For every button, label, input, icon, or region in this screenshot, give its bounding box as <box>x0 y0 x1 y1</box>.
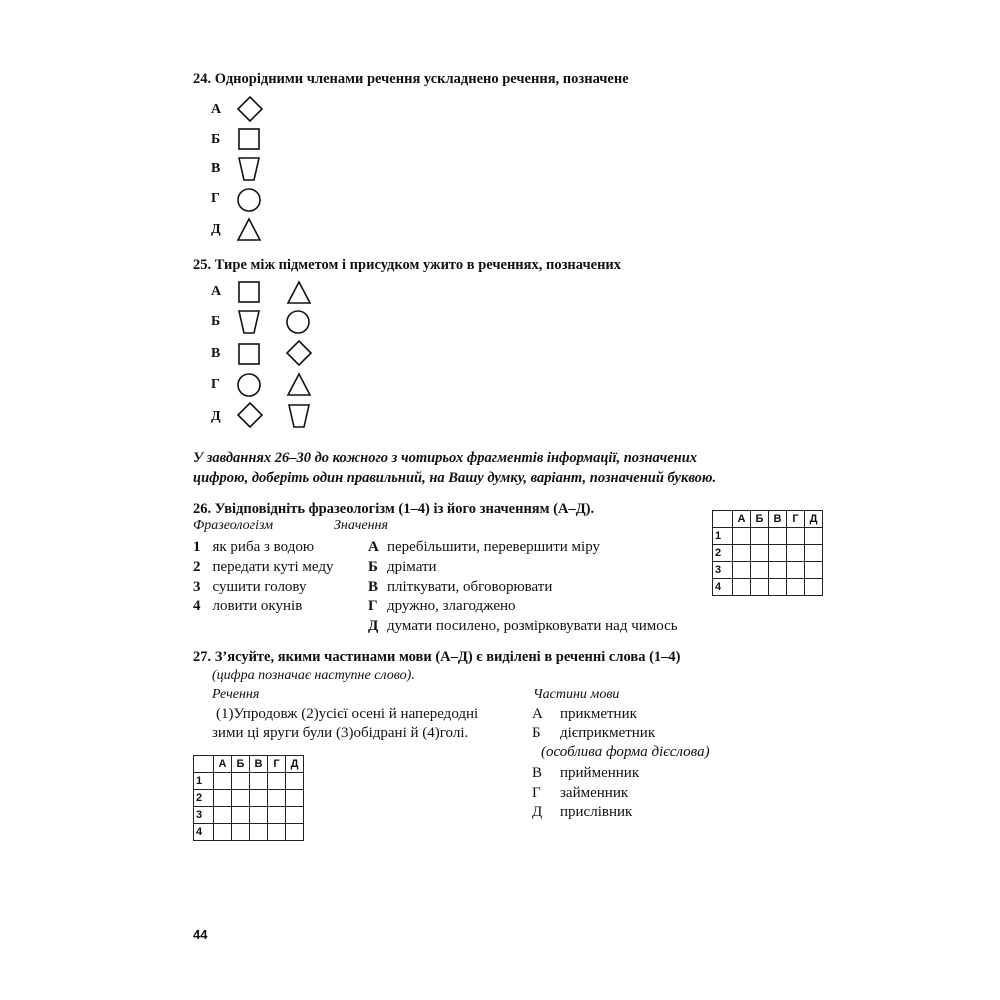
answer-cell[interactable] <box>214 807 232 824</box>
grid-col-header: Б <box>232 756 250 773</box>
trapezoid-icon[interactable] <box>238 310 260 334</box>
q24-option-letter-v: В <box>211 161 221 176</box>
answer-cell[interactable] <box>250 824 268 841</box>
grid-col-header: Д <box>805 511 823 528</box>
instruction-line-1: У завданнях 26–30 до кожного з чотирьох фрагментів інформації, позначених <box>193 450 698 466</box>
grid-col-header: Д <box>286 756 304 773</box>
q24-option-letter-d: Д <box>211 222 221 237</box>
grid-row-header: 4 <box>194 824 214 841</box>
answer-cell[interactable] <box>232 790 250 807</box>
grid-col-header: Г <box>268 756 286 773</box>
answer-cell[interactable] <box>769 528 787 545</box>
part-of-speech-item: В прийменник <box>532 765 640 781</box>
answer-cell[interactable] <box>214 790 232 807</box>
answer-cell[interactable] <box>733 579 751 596</box>
answer-cell[interactable] <box>805 545 823 562</box>
square-icon[interactable] <box>238 343 260 365</box>
question-26-title: 26. Увідповідніть фразеологізм (1–4) із його значенням (А–Д). <box>193 501 595 517</box>
trapezoid-icon[interactable] <box>238 157 260 181</box>
part-of-speech-note: (особлива форма дієслова) <box>541 744 710 760</box>
answer-grid-27 <box>193 755 304 841</box>
parts-of-speech-header: Частини мови <box>533 687 620 702</box>
answer-cell[interactable] <box>232 807 250 824</box>
answer-cell[interactable] <box>214 824 232 841</box>
answer-cell[interactable] <box>250 807 268 824</box>
phrase-item: 4 ловити окунів <box>193 598 303 614</box>
answer-cell[interactable] <box>751 528 769 545</box>
grid-row-header: 4 <box>713 579 733 596</box>
part-of-speech-item: Б дієприкметник <box>532 725 656 741</box>
answer-cell[interactable] <box>787 579 805 596</box>
page-number: 44 <box>193 927 208 942</box>
answer-cell[interactable] <box>787 562 805 579</box>
q25-option-letter-b: Б <box>211 314 221 329</box>
answer-cell[interactable] <box>805 579 823 596</box>
grid-row-header: 3 <box>713 562 733 579</box>
sentence-line-1: (1)Упродовж (2)усієї осені й напередодні <box>216 706 479 722</box>
triangle-icon[interactable] <box>287 373 311 396</box>
answer-grid-26 <box>712 510 823 596</box>
triangle-icon[interactable] <box>237 218 261 241</box>
grid-col-header: В <box>250 756 268 773</box>
phrase-item: 2 передати куті меду <box>193 559 334 575</box>
answer-cell[interactable] <box>769 545 787 562</box>
meaning-item: В пліткувати, обговорювати <box>368 579 553 595</box>
answer-cell[interactable] <box>268 773 286 790</box>
q24-option-letter-b: Б <box>211 132 221 147</box>
circle-icon[interactable] <box>237 373 261 397</box>
answer-cell[interactable] <box>250 773 268 790</box>
diamond-icon[interactable] <box>237 402 263 428</box>
meaning-item: Б дрімати <box>368 559 437 575</box>
grid-row-header: 1 <box>194 773 214 790</box>
answer-cell[interactable] <box>751 562 769 579</box>
square-icon[interactable] <box>238 281 260 303</box>
grid-col-header: А <box>733 511 751 528</box>
grid-corner <box>194 756 214 773</box>
square-icon[interactable] <box>238 128 260 150</box>
answer-cell[interactable] <box>787 528 805 545</box>
answer-cell[interactable] <box>232 773 250 790</box>
meaning-column-header: Значення <box>334 518 388 533</box>
grid-col-header: В <box>769 511 787 528</box>
answer-cell[interactable] <box>286 790 304 807</box>
answer-cell[interactable] <box>214 773 232 790</box>
answer-cell[interactable] <box>751 545 769 562</box>
answer-cell[interactable] <box>751 579 769 596</box>
phrase-item: 1 як риба з водою <box>193 539 315 555</box>
triangle-icon[interactable] <box>287 281 311 304</box>
answer-cell[interactable] <box>733 545 751 562</box>
answer-cell[interactable] <box>286 824 304 841</box>
answer-cell[interactable] <box>805 562 823 579</box>
grid-row-header: 2 <box>713 545 733 562</box>
part-of-speech-item: А прикметник <box>532 706 637 722</box>
question-27-title: 27. З’ясуйте, якими частинами мови (А–Д) є виділені в реченні слова (1–4) <box>193 649 681 665</box>
phraseology-column-header: Фразеологізм <box>193 518 274 533</box>
answer-cell[interactable] <box>268 807 286 824</box>
grid-col-header: А <box>214 756 232 773</box>
meaning-item: А перебільшити, перевершити міру <box>368 539 600 555</box>
grid-corner <box>713 511 733 528</box>
q25-option-letter-d: Д <box>211 409 221 424</box>
question-24-title: 24. Однорідними членами речення ускладнено речення, позначене <box>193 71 629 87</box>
answer-cell[interactable] <box>805 528 823 545</box>
instruction-line-2: цифрою, доберіть один правильний, на Вашу думку, варіант, позначений буквою. <box>193 470 717 486</box>
answer-cell[interactable] <box>733 562 751 579</box>
part-of-speech-item: Г займенник <box>532 785 629 801</box>
answer-cell[interactable] <box>733 528 751 545</box>
grid-row-header: 2 <box>194 790 214 807</box>
circle-icon[interactable] <box>286 310 310 334</box>
answer-cell[interactable] <box>232 824 250 841</box>
phrase-item: 3 сушити голову <box>193 579 307 595</box>
meaning-item: Г дружно, злагоджено <box>368 598 516 614</box>
answer-cell[interactable] <box>286 773 304 790</box>
q24-option-letter-h: Г <box>211 191 220 206</box>
answer-cell[interactable] <box>769 562 787 579</box>
grid-row-header: 3 <box>194 807 214 824</box>
grid-col-header: Б <box>751 511 769 528</box>
sentence-line-2: зими ці яруги були (3)обідрані й (4)голі. <box>212 725 469 741</box>
question-25-title: 25. Тире між підметом і присудком ужито в реченнях, позначених <box>193 257 622 273</box>
q25-option-letter-a: А <box>211 284 222 299</box>
grid-row-header: 1 <box>713 528 733 545</box>
trapezoid-icon[interactable] <box>288 404 310 428</box>
circle-icon[interactable] <box>237 188 261 212</box>
part-of-speech-item: Д прислівник <box>532 804 633 820</box>
sentence-header: Речення <box>212 687 260 702</box>
answer-cell[interactable] <box>769 579 787 596</box>
answer-cell[interactable] <box>268 824 286 841</box>
question-27-subtitle: (цифра позначає наступне слово). <box>212 668 415 683</box>
answer-cell[interactable] <box>268 790 286 807</box>
answer-cell[interactable] <box>286 807 304 824</box>
answer-cell[interactable] <box>787 545 805 562</box>
grid-col-header: Г <box>787 511 805 528</box>
q24-option-letter-a: А <box>211 102 222 117</box>
diamond-icon[interactable] <box>237 96 263 122</box>
answer-cell[interactable] <box>250 790 268 807</box>
meaning-item: Д думати посилено, розмірковувати над чимось <box>368 618 678 634</box>
q25-option-letter-v: В <box>211 346 221 361</box>
q25-option-letter-h: Г <box>211 377 220 392</box>
diamond-icon[interactable] <box>286 340 312 366</box>
